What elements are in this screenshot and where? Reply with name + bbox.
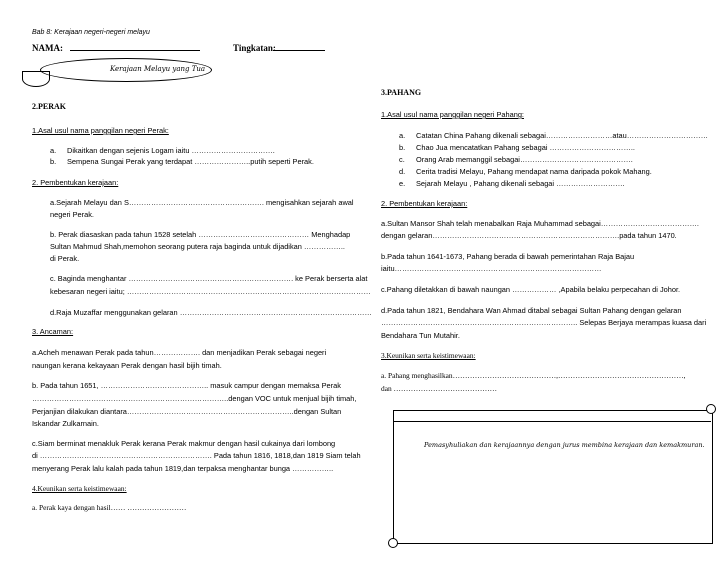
- perak-s2-a1: a.Sejarah Melayu dan S………………………………………………. mengisahkan sejarah awal: [50, 198, 354, 207]
- pahang-s1-c-num: c.: [399, 155, 405, 164]
- pahang-s3-title: 3.Keunikan serta keistimewaan:: [381, 351, 476, 360]
- pahang-s2-title: 2. Pembentukan kerajaan:: [381, 199, 468, 208]
- perak-s1-b: Sempena Sungai Perak yang terdapat …………………..putih seperti Perak.: [67, 157, 314, 166]
- pahang-s1-title: 1.Asal usul nama panggilan negeri Pahang:: [381, 110, 524, 119]
- scroll-curl-icon: [388, 538, 398, 548]
- perak-s3-b2: ……………………………………………………………………..dengan VOC untuk menjual bijih timah,: [32, 394, 357, 403]
- perak-s3-c1: c.Siam berminat menakluk Perak kerana Perak makmur dengan hasil cukainya dari lombong: [32, 439, 336, 448]
- chapter-label: Bab 8: Kerajaan negeri-negeri melayu: [32, 29, 150, 36]
- pahang-s1-e: Sejarah Melayu , Pahang dikenali sebagai ……………………….: [416, 179, 625, 188]
- perak-s3-c3: menyerang Perak lalu kalah pada tahun 1819,dan terpaksa menghantar bunga ……………..: [32, 464, 334, 473]
- perak-s3-b3: Perjanjian dilakukan diantara…………………………………………………………..dengan Sultan: [32, 407, 342, 416]
- pahang-title: 3.PAHANG: [381, 88, 422, 97]
- perak-s2-b1: b. Perak diasaskan pada tahun 1528 setelah ……………………………………… Menghadap: [50, 230, 351, 239]
- perak-s3-b1: b. Pada tahun 1651, …………………………………….. masuk campur dengan memaksa Perak: [32, 381, 341, 390]
- pahang-s2-a2: dengan gelaran………………………………………………………………….pada tahun 1470.: [381, 231, 677, 240]
- perak-s3-a1: a.Acheh menawan Perak pada tahun………………. dan menjadikan Perak sebagai negeri: [32, 348, 327, 357]
- perak-s4-a: a. Perak kaya dengan hasil…… ……………………: [32, 503, 187, 512]
- pahang-s1-c: Orang Arab memanggil sebagai……………………………………….: [416, 155, 633, 164]
- perak-s3-c2: di ……………………………………………………………. Pada tahun 1816, 1818,dan 1819 Siam telah: [32, 451, 361, 460]
- scroll-curl-icon: [706, 404, 716, 414]
- perak-s3-b4: Iskandar Zulkarnain.: [32, 419, 99, 428]
- scroll-text: Pemasyhuliakan dan kerajaannya dengan jurus membina kerajaan dan kemakmuran.: [424, 441, 705, 449]
- pahang-s3-b: dan ……………………………………: [381, 384, 497, 393]
- form-line: [273, 50, 325, 51]
- perak-s2-a2: negeri Perak.: [50, 210, 94, 219]
- name-label: NAMA:: [32, 43, 63, 53]
- perak-s3-a2: naungan kerana kekayaan Perak dengan hasil bijih timah.: [32, 361, 222, 370]
- pahang-s1-e-num: e.: [399, 179, 406, 188]
- scroll-top-line: [393, 421, 711, 422]
- perak-s2-c1: c. Baginda menghantar …………………………………………………………. ke Perak berserta alat: [50, 274, 368, 283]
- perak-s1-a-num: a.: [50, 146, 57, 155]
- name-line: [70, 50, 200, 51]
- pahang-s1-b: Chao Jua mencatatkan Pahang sebagai ……………………………..: [416, 143, 635, 152]
- pahang-s2-b1: b.Pada tahun 1641-1673, Pahang berada di bawah pemerintahan Raja Bajau: [381, 252, 635, 261]
- perak-s2-title: 2. Pembentukan kerajaan:: [32, 178, 119, 187]
- banner-curl: [22, 71, 50, 87]
- banner-title: Kerajaan Melayu yang Tua: [110, 65, 206, 73]
- perak-s1-title: 1.Asal usul nama panggilan negeri Perak:: [32, 126, 169, 135]
- pahang-s1-a-num: a.: [399, 131, 406, 140]
- perak-s4-title: 4.Keunikan serta keistimewaan:: [32, 484, 127, 493]
- perak-s1-a: Dikaitkan dengan sejenis Logam iaitu …………………………….: [67, 146, 275, 155]
- pahang-s1-d: Cerita tradisi Melayu, Pahang mendapat nama daripada pokok Mahang.: [416, 167, 652, 176]
- perak-title: 2.PERAK: [32, 102, 66, 111]
- pahang-s2-d3: Bendahara Tun Mutahir.: [381, 331, 460, 340]
- perak-s2-b3: di Perak.: [50, 254, 80, 263]
- pahang-s2-b2: iaitu…………………………………………………………………………: [381, 264, 602, 273]
- pahang-s1-d-num: d.: [399, 167, 406, 176]
- perak-s3-title: 3. Ancaman:: [32, 327, 74, 336]
- pahang-s2-c: c.Pahang diletakkan di bawah naungan ……………… ,Apabila belaku perpecahan di Johor.: [381, 285, 681, 294]
- perak-s2-b2: Sultan Mahmud Shah,memohon seorang putera raja baginda untuk dijadikan ……………..: [50, 242, 345, 251]
- pahang-s3-a: a. Pahang menghasilkan……………………………………,……………………………………………,: [381, 371, 686, 380]
- perak-s2-c2: kebesaran negeri iaitu; ………………………………………………………………………………………: [50, 287, 371, 296]
- form-label: Tingkatan:: [233, 43, 276, 53]
- pahang-s2-d2: …………………………………………………………………….. Selepas Berjaya merampas kuasa dari: [381, 318, 707, 327]
- pahang-s1-a: Catatan China Pahang dikenali sebagai………………………atau……………………………: [416, 131, 709, 140]
- pahang-s1-b-num: b.: [399, 143, 406, 152]
- perak-s2-d: d.Raja Muzaffar menggunakan gelaran ……………………………………………………………………: [50, 308, 372, 317]
- perak-s1-b-num: b.: [50, 157, 57, 166]
- pahang-s2-a1: a.Sultan Mansor Shah telah menabalkan Raja Muhammad sebagai………………………………….: [381, 219, 699, 228]
- pahang-s2-d1: d.Pada tahun 1821, Bendahara Wan Ahmad ditabal sebagai Sultan Pahang dengan gelaran: [381, 306, 682, 315]
- scroll-frame: [393, 410, 713, 544]
